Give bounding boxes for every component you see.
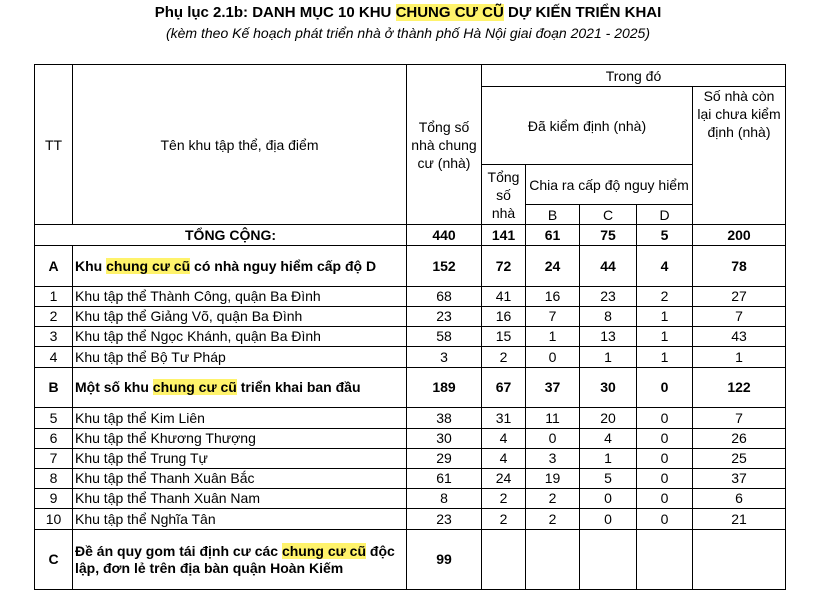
group-c-remaining	[693, 530, 786, 590]
row-d: 0	[637, 509, 693, 530]
table-row	[35, 408, 786, 429]
row-b: 0	[526, 429, 580, 449]
group-c-tt: C	[35, 530, 73, 590]
total-b: 61	[526, 225, 580, 246]
row-tt: 8	[35, 469, 73, 489]
row-b: 7	[526, 307, 580, 327]
row-remaining: 37	[693, 469, 786, 489]
header-c: C	[580, 205, 637, 225]
row-tt: 1	[35, 287, 73, 307]
group-c-c	[580, 530, 637, 590]
header-con-lai: Số nhà còn lại chưa kiểm định (nhà)	[693, 87, 786, 225]
row-c: 5	[580, 469, 637, 489]
total-d: 5	[637, 225, 693, 246]
row-remaining: 7	[693, 408, 786, 429]
row-b: 16	[526, 287, 580, 307]
total-label: TỔNG CỘNG:	[35, 225, 407, 246]
row-name: Khu tập thể Thanh Xuân Bắc	[73, 469, 407, 489]
header-tt: TT	[35, 65, 73, 225]
row-name: Khu tập thể Thành Công, quận Ba Đình	[73, 287, 407, 307]
row-total: 8	[407, 489, 482, 509]
header-tong-so-nha: Tổng số nhà	[482, 165, 526, 225]
header-name: Tên khu tập thể, địa điểm	[73, 65, 407, 225]
row-c: 0	[580, 509, 637, 530]
row-b: 3	[526, 449, 580, 469]
row-remaining: 26	[693, 429, 786, 449]
group-b-name	[73, 368, 407, 408]
row-name: Khu tập thể Kim Liên	[73, 408, 407, 429]
header-d: D	[637, 205, 693, 225]
table-row	[35, 327, 786, 347]
row-tt: 7	[35, 449, 73, 469]
row-b: 0	[526, 347, 580, 368]
row-d: 1	[637, 347, 693, 368]
group-c-highlight: chung cư cũ	[281, 542, 367, 559]
total-row	[35, 225, 786, 246]
group-c-suffix: độc lập, đơn lẻ trên địa bàn quận Hoàn Kiếm	[75, 542, 395, 576]
row-b: 11	[526, 408, 580, 429]
row-name: Khu tập thể Thanh Xuân Nam	[73, 489, 407, 509]
title-suffix: DỰ KIẾN TRIỂN KHAI	[503, 4, 662, 21]
group-c-row	[35, 530, 786, 590]
row-remaining: 6	[693, 489, 786, 509]
row-name: Khu tập thể Trung Tự	[73, 449, 407, 469]
row-c: 1	[580, 347, 637, 368]
row-remaining: 27	[693, 287, 786, 307]
table-row	[35, 469, 786, 489]
title-highlight: CHUNG CƯ CŨ	[395, 4, 504, 21]
row-tt: 6	[35, 429, 73, 449]
row-remaining: 21	[693, 509, 786, 530]
row-c: 4	[580, 429, 637, 449]
group-a-highlight: chung cư cũ	[106, 257, 191, 274]
row-b: 1	[526, 327, 580, 347]
row-b: 2	[526, 489, 580, 509]
row-d: 2	[637, 287, 693, 307]
group-b-highlight: chung cư cũ	[152, 379, 237, 395]
row-c: 23	[580, 287, 637, 307]
row-remaining: 25	[693, 449, 786, 469]
row-name: Khu tập thể Khương Thượng	[73, 429, 407, 449]
header-trong-do: Trong đó	[482, 65, 786, 87]
row-inspected: 15	[482, 327, 526, 347]
row-tt: 5	[35, 408, 73, 429]
row-total: 3	[407, 347, 482, 368]
row-d: 0	[637, 449, 693, 469]
row-c: 0	[580, 489, 637, 509]
row-total: 68	[407, 287, 482, 307]
row-total: 23	[407, 509, 482, 530]
group-b-c: 30	[580, 368, 637, 408]
row-d: 1	[637, 327, 693, 347]
group-a-prefix: Khu	[75, 257, 107, 274]
total-remaining: 200	[693, 225, 786, 246]
row-c: 8	[580, 307, 637, 327]
row-inspected: 2	[482, 489, 526, 509]
group-b-tt: B	[35, 368, 73, 408]
row-total: 58	[407, 327, 482, 347]
table-row	[35, 489, 786, 509]
group-c-name	[73, 530, 407, 590]
header-chia-ra: Chia ra cấp độ nguy hiểm	[526, 165, 693, 205]
total-c: 75	[580, 225, 637, 246]
group-c-inspected	[482, 530, 526, 590]
row-total: 38	[407, 408, 482, 429]
title-prefix: Phụ lục 2.1b: DANH MỤC 10 KHU	[154, 4, 396, 21]
group-a-row	[35, 246, 786, 287]
row-inspected: 4	[482, 429, 526, 449]
row-d: 0	[637, 469, 693, 489]
table-row	[35, 509, 786, 530]
row-tt: 3	[35, 327, 73, 347]
row-total: 61	[407, 469, 482, 489]
total-inspected: 141	[482, 225, 526, 246]
row-c: 1	[580, 449, 637, 469]
row-total: 30	[407, 429, 482, 449]
table-row	[35, 449, 786, 469]
row-inspected: 31	[482, 408, 526, 429]
group-b-suffix: triển khai ban đầu	[236, 379, 361, 395]
row-inspected: 4	[482, 449, 526, 469]
row-remaining: 7	[693, 307, 786, 327]
group-c-b	[526, 530, 580, 590]
row-inspected: 16	[482, 307, 526, 327]
apartment-table	[34, 64, 786, 590]
row-total: 29	[407, 449, 482, 469]
document-title	[0, 4, 816, 22]
row-tt: 9	[35, 489, 73, 509]
group-b-b: 37	[526, 368, 580, 408]
group-a-suffix: có nhà nguy hiểm cấp độ D	[190, 257, 377, 274]
row-remaining: 1	[693, 347, 786, 368]
group-b-total: 189	[407, 368, 482, 408]
group-a-total: 152	[407, 246, 482, 287]
row-d: 0	[637, 408, 693, 429]
group-b-d: 0	[637, 368, 693, 408]
group-a-name	[73, 246, 407, 287]
row-inspected: 24	[482, 469, 526, 489]
total-total: 440	[407, 225, 482, 246]
group-a-c: 44	[580, 246, 637, 287]
group-b-prefix: Một số khu	[75, 379, 153, 395]
group-b-row	[35, 368, 786, 408]
group-a-inspected: 72	[482, 246, 526, 287]
row-name: Khu tập thể Nghĩa Tân	[73, 509, 407, 530]
row-tt: 4	[35, 347, 73, 368]
row-total: 23	[407, 307, 482, 327]
group-c-prefix: Đề án quy gom tái định cư các	[75, 542, 282, 559]
row-inspected: 41	[482, 287, 526, 307]
row-tt: 10	[35, 509, 73, 530]
group-c-d	[637, 530, 693, 590]
group-b-inspected: 67	[482, 368, 526, 408]
table-row	[35, 347, 786, 368]
row-d: 0	[637, 489, 693, 509]
header-b: B	[526, 205, 580, 225]
row-inspected: 2	[482, 347, 526, 368]
document-subtitle: (kèm theo Kế hoạch phát triển nhà ở thành phố Hà Nội giai đoạn 2021 - 2025)	[165, 25, 650, 41]
group-a-b: 24	[526, 246, 580, 287]
row-name: Khu tập thể Bộ Tư Pháp	[73, 347, 407, 368]
group-a-tt: A	[35, 246, 73, 287]
row-d: 0	[637, 429, 693, 449]
row-inspected: 2	[482, 509, 526, 530]
header-total: Tổng số nhà chung cư (nhà)	[407, 65, 482, 225]
rows-b	[35, 408, 786, 530]
row-b: 19	[526, 469, 580, 489]
group-c-total: 99	[407, 530, 482, 590]
table-row	[35, 429, 786, 449]
row-tt: 2	[35, 307, 73, 327]
row-remaining: 43	[693, 327, 786, 347]
row-d: 1	[637, 307, 693, 327]
table-row	[35, 287, 786, 307]
group-a-d: 4	[637, 246, 693, 287]
row-name: Khu tập thể Ngọc Khánh, quận Ba Đình	[73, 327, 407, 347]
row-c: 20	[580, 408, 637, 429]
group-a-remaining: 78	[693, 246, 786, 287]
row-c: 13	[580, 327, 637, 347]
header-da-kiem-dinh: Đã kiểm định (nhà)	[482, 87, 693, 165]
group-b-remaining: 122	[693, 368, 786, 408]
table-row	[35, 307, 786, 327]
rows-a	[35, 287, 786, 368]
row-name: Khu tập thể Giảng Võ, quận Ba Đình	[73, 307, 407, 327]
row-b: 2	[526, 509, 580, 530]
